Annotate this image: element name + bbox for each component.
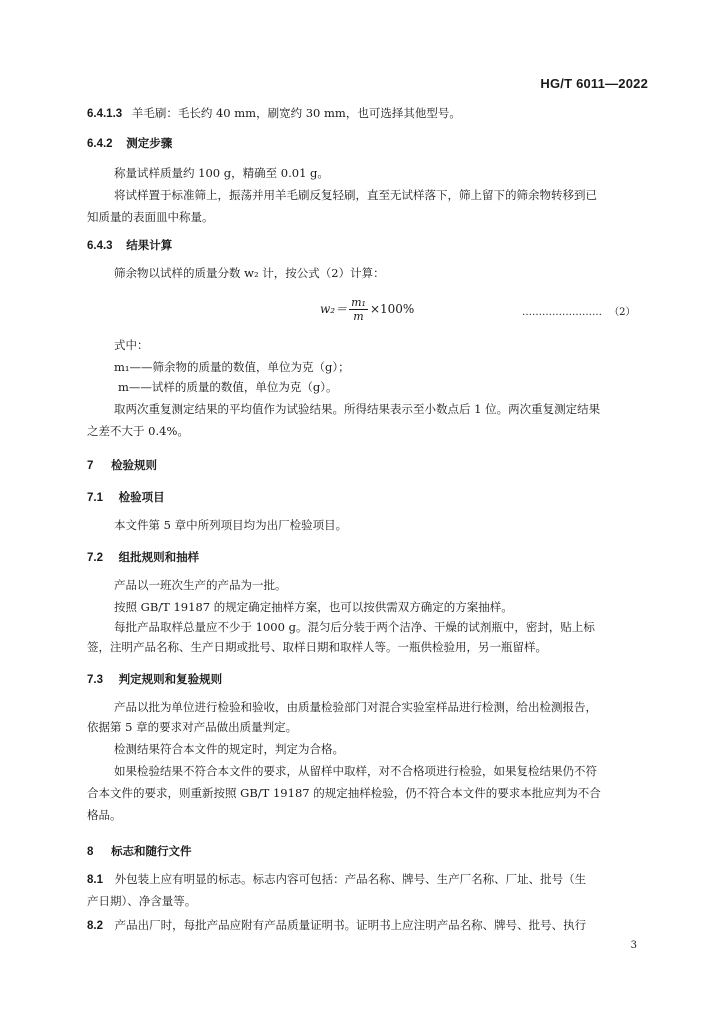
clause-number: 6.4.2 <box>87 138 113 150</box>
paragraph: 依据第 5 章的要求对产品做出质量判定。 <box>87 720 298 734</box>
clause-7-2-heading <box>87 546 199 569</box>
paragraph: 筛余物以试样的质量分数 w₂ 计，按公式（2）计算： <box>114 266 385 280</box>
page-number: 3 <box>630 940 637 951</box>
paragraph: 检测结果符合本文件的规定时，判定为合格。 <box>114 742 344 756</box>
clause-number: 8.2 <box>87 920 103 932</box>
clause-6-4-3-heading <box>87 234 172 257</box>
clause-8-1 <box>87 868 586 891</box>
variable-definition: m₁——筛余物的质量的数值，单位为克（g）； <box>114 360 350 374</box>
formula-numerator: m₁ <box>351 296 366 309</box>
clause-number: 7.1 <box>87 492 103 504</box>
clause-number: 8.1 <box>87 874 103 886</box>
clause-title: 检验项目 <box>118 490 165 504</box>
clause-number: 6.4.1.3 <box>87 108 123 120</box>
formula-lhs: w₂＝ <box>320 302 348 316</box>
chapter-number: 8 <box>87 846 94 858</box>
standard-code-header: HG/T 6011—2022 <box>540 76 648 91</box>
paragraph: 取两次重复测定结果的平均值作为试验结果。所得结果表示至小数点后 1 位。两次重复测定结果 <box>114 402 601 416</box>
clause-title: 组批规则和抽样 <box>118 550 200 564</box>
clause-8-2 <box>87 914 586 937</box>
paragraph: 如果检验结果不符合本文件的要求，从留样中取样，对不合格项进行检验，如果复检结果仍不符 <box>114 764 597 778</box>
chapter-title: 检验规则 <box>111 458 158 472</box>
paragraph: 知质量的表面皿中称量。 <box>87 210 214 224</box>
clause-6-4-1-3 <box>87 102 461 125</box>
clause-title: 测定步骤 <box>126 136 173 150</box>
clause-number: 7.3 <box>87 674 103 686</box>
where-label: 式中： <box>114 338 149 352</box>
clause-number: 6.4.3 <box>87 240 113 252</box>
chapter-8-heading <box>87 840 192 863</box>
paragraph: 每批产品取样总量应不少于 1000 g。混匀后分装于两个洁净、干燥的试剂瓶中，密封，贴上标 <box>114 620 595 634</box>
formula-rhs: ×100% <box>369 302 415 316</box>
equation-number: （2） <box>609 307 636 318</box>
paragraph: 格品。 <box>87 808 122 822</box>
clause-6-4-2-heading <box>87 132 172 155</box>
clause-text: 羊毛刷：毛长约 40 mm，刷宽约 30 mm，也可选择其他型号。 <box>131 106 461 120</box>
leader-dots: …………………… <box>522 307 602 318</box>
clause-text: 产品出厂时，每批产品应附有产品质量证明书。证明书上应注明产品名称、牌号、批号、执行 <box>114 918 587 932</box>
chapter-title: 标志和随行文件 <box>111 844 192 858</box>
paragraph: 合本文件的要求，则重新按照 GB/T 19187 的规定抽样检验，仍不符合本文件的要求本批应判为不合 <box>87 786 601 800</box>
paragraph: 按照 GB/T 19187 的规定确定抽样方案，也可以按供需双方确定的方案抽样。 <box>114 600 513 614</box>
clause-7-1-heading <box>87 486 165 509</box>
paragraph: 产品以批为单位进行检验和验收，由质量检验部门对混合实验室样品进行检测，给出检测报告， <box>114 700 597 714</box>
formula-2 <box>320 296 414 323</box>
formula-label <box>522 302 636 324</box>
chapter-number: 7 <box>87 460 94 472</box>
clause-number: 7.2 <box>87 552 103 564</box>
formula-fraction <box>349 296 368 323</box>
clause-title: 结果计算 <box>126 238 173 252</box>
clause-title: 判定规则和复验规则 <box>118 672 223 686</box>
formula-denominator: m <box>353 310 364 323</box>
paragraph: 产品以一班次生产的产品为一批。 <box>114 578 287 592</box>
variable-definition: m——试样的质量的数值，单位为克（g）。 <box>118 380 338 394</box>
paragraph: 将试样置于标准筛上，振荡并用羊毛刷反复轻刷，直至无试样落下，筛上留下的筛余物转移到已 <box>114 188 597 202</box>
paragraph: 之差不大于 0.4%。 <box>87 424 189 438</box>
clause-text: 外包装上应有明显的标志。标志内容可包括：产品名称、牌号、生产厂名称、厂址、批号（生 <box>114 872 587 886</box>
paragraph: 产日期）、净含量等。 <box>87 894 197 908</box>
paragraph: 本文件第 5 章中所列项目均为出厂检验项目。 <box>114 518 348 532</box>
clause-7-3-heading <box>87 668 222 691</box>
paragraph: 称量试样质量约 100 g，精确至 0.01 g。 <box>114 166 329 180</box>
chapter-7-heading <box>87 454 157 477</box>
paragraph: 签，注明产品名称、生产日期或批号、取样日期和取样人等。一瓶供检验用，另一瓶留样。 <box>87 640 547 654</box>
